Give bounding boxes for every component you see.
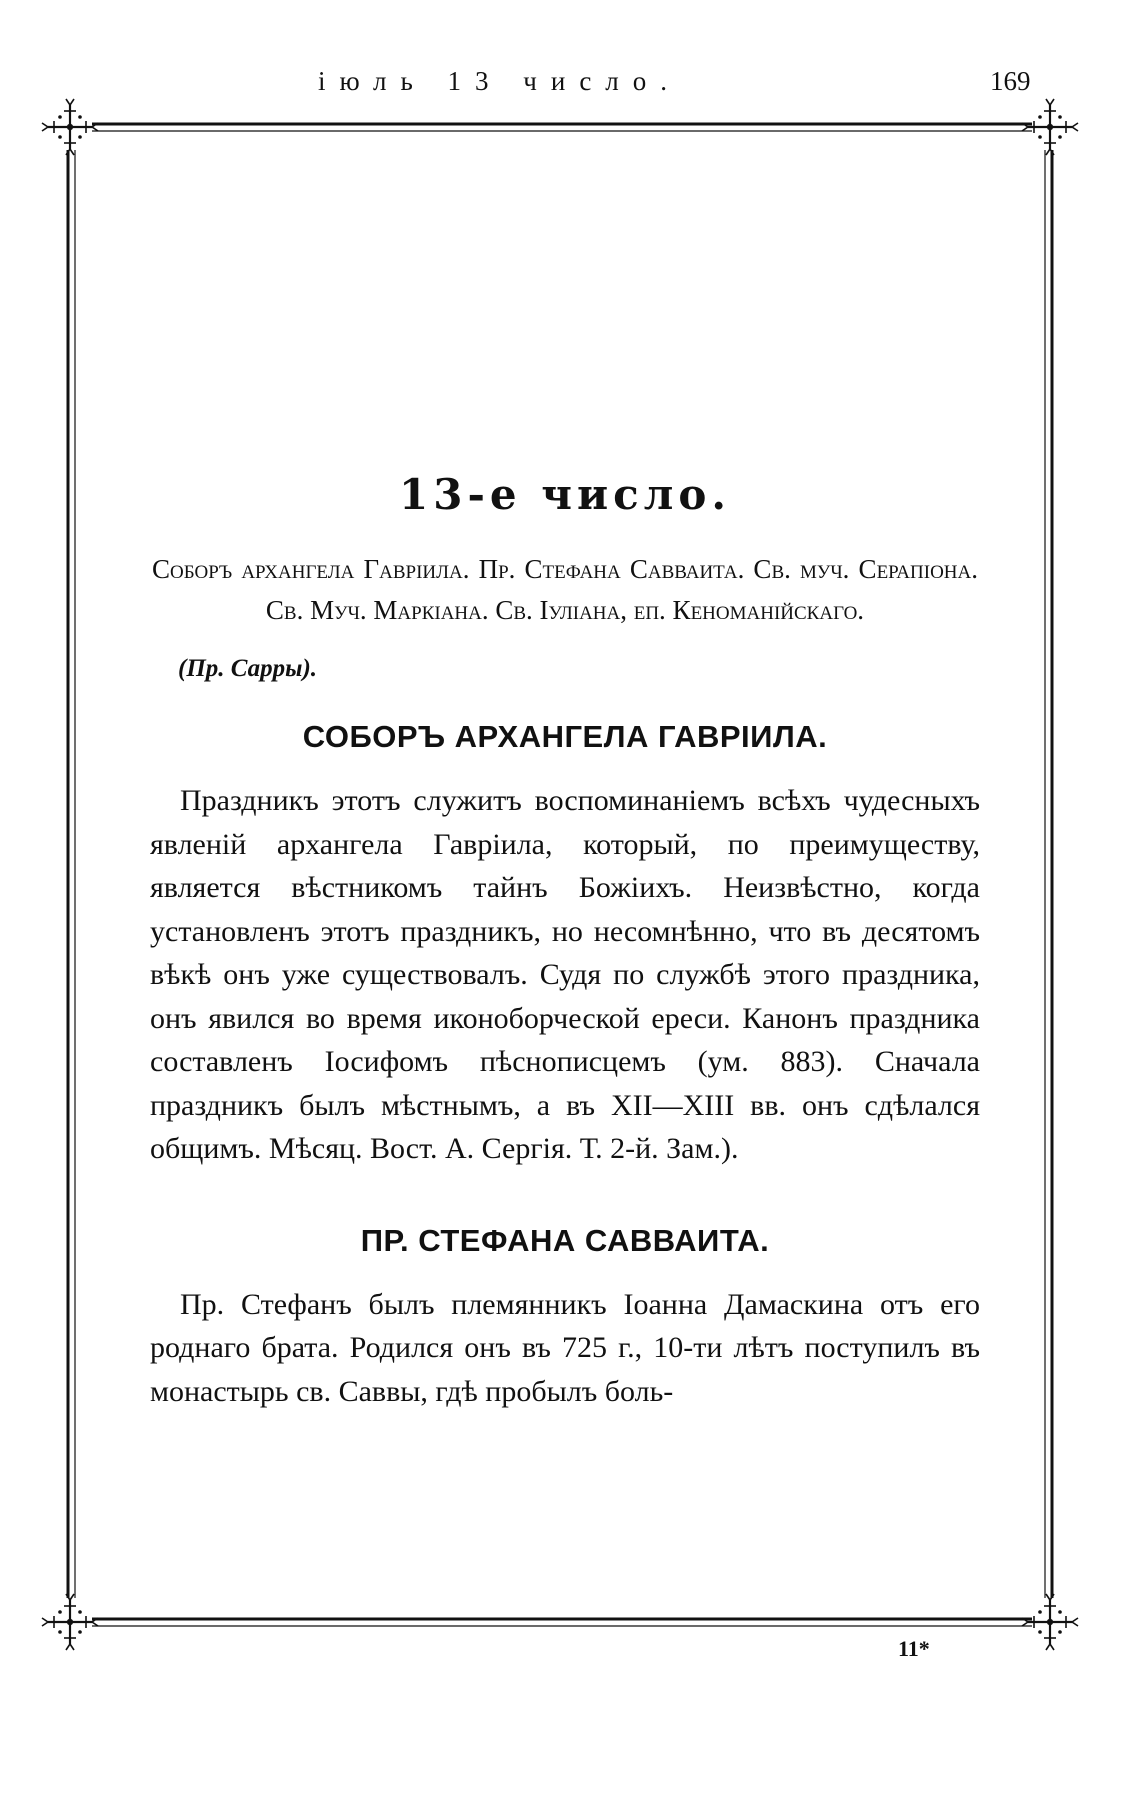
running-title: іюль 13 число. [318, 66, 682, 96]
day-title: 13-е число. [399, 470, 731, 519]
section-title-archangel-gabriel: СОБОРЪ АРХАНГЕЛА ГАВРІИЛА. [302, 719, 828, 754]
signature-mark: 11* [898, 1636, 930, 1661]
page-number: 169 [990, 66, 1031, 96]
day-summary: Соборъ архангела Гавріила. Пр. Стефана Савваита. Св. муч. Серапіона. Св. Муч. Маркіана. Св. Іуліана, еп. Кеноманійскаго. [152, 554, 978, 625]
running-head [0, 66, 1140, 106]
corner-ornament-top-left [42, 99, 98, 155]
commemoration-note: (Пр. Сарры). [178, 655, 318, 682]
main-content [150, 470, 980, 1413]
section-text-archangel-gabriel: Праздникъ этотъ служитъ воспоминаніемъ всѣхъ чудесныхъ явленій архангела Гавріила, который, по преимуществу, является вѣстникомъ тайнъ Божіихъ. Неизвѣстно, когда установленъ этотъ праздникъ, но несомнѣнно, что въ десятомъ вѣкѣ онъ уже существовалъ. Судя по службѣ этого праздника, онъ явился во время иконоборческой ереси. Канонъ праздника составленъ Іосифомъ пѣснописцемъ (ум. 883). Сначала праздникъ былъ мѣстнымъ, а въ XII—XIII вв. онъ сдѣлался общимъ. Мѣсяц. Вост. А. Сергія. Т. 2-й. Зам.). [150, 784, 980, 1165]
section-title-stephen-sabbaite: ПР. СТЕФАНА САВВАИТА. [360, 1222, 770, 1258]
section-text-stephen-sabbaite: Пр. Стефанъ былъ племянникъ Іоанна Дамаскина отъ его роднаго брата. Родился онъ въ 725 г., 10-ти лѣтъ поступилъ въ монастырь св. Саввы, гдѣ пробылъ боль- [150, 1287, 980, 1408]
corner-ornament-top-right [1022, 99, 1078, 155]
corner-ornament-bottom-right [1022, 1594, 1078, 1650]
corner-ornament-bottom-left [42, 1594, 98, 1650]
